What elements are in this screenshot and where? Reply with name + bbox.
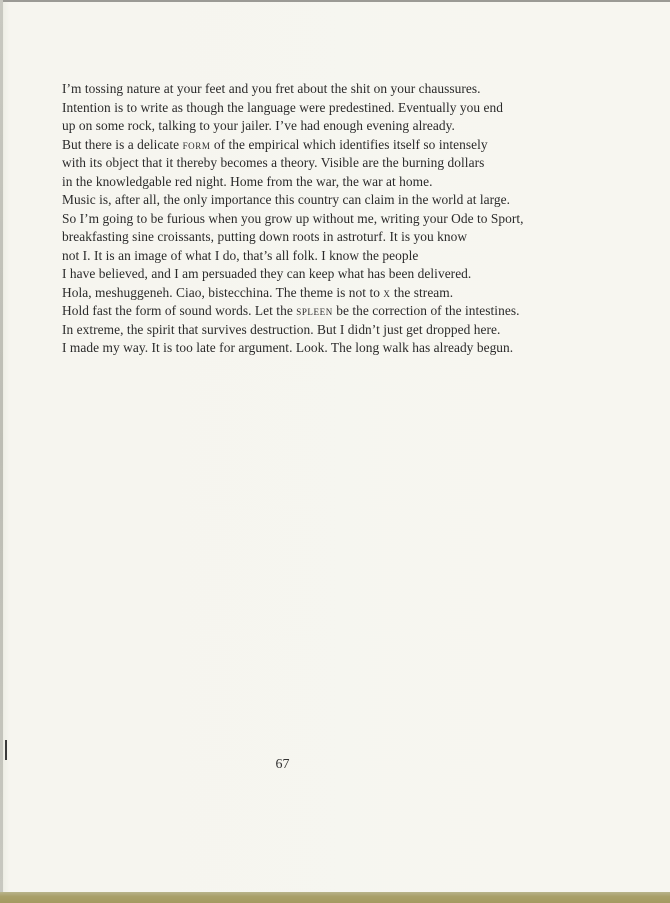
poem-text [62, 80, 662, 358]
poem-line [62, 191, 662, 210]
poem-line [62, 173, 662, 192]
line-text: of the empirical which identifies itself so intensely [210, 136, 488, 152]
line-text: In extreme, the spirit that survives destruction. But I didn’t just get dropped here. [62, 321, 501, 337]
cover-edge [0, 892, 670, 903]
line-text: Hold fast the form of sound words. Let the [62, 303, 297, 318]
line-text: breakfasting sine croissants, putting down roots in astroturf. It is you know [62, 229, 468, 244]
line-text: I made my way. It is too late for argument. Look. The long walk has already begun. [62, 340, 514, 355]
page-top-edge [0, 0, 670, 2]
poem-line [62, 247, 662, 266]
line-text: But there is a delicate [62, 136, 183, 152]
poem-line [62, 154, 662, 173]
line-text: with its object that it thereby becomes a theory. Visible are the burning dollars [62, 155, 485, 170]
line-text: Hola, meshuggeneh. Ciao, bistecchina. The theme is not to [62, 284, 384, 300]
poem-line [62, 321, 662, 340]
line-text: not I. It is an image of what I do, that’s all folk. I know the people [62, 247, 419, 263]
line-text: I’m tossing nature at your feet and you fret about the shit on your chaussures. [62, 81, 481, 96]
poem-line [62, 284, 662, 303]
line-text: I have believed, and I am persuaded they can keep what has been delivered. [62, 266, 472, 281]
poem-line [62, 136, 662, 155]
poem-line [62, 228, 662, 247]
poem-line [62, 210, 662, 229]
small-caps-word: form [182, 136, 211, 152]
small-caps-word: spleen [296, 303, 333, 318]
poem-line [62, 99, 662, 118]
poem-line [62, 302, 662, 321]
poem-line [62, 80, 662, 99]
line-text: So I’m going to be furious when you grow up without me, writing your Ode to Sport, [62, 210, 524, 226]
line-text: Intention is to write as though the language were predestined. Eventually you end [62, 99, 503, 115]
page-number: 67 [275, 757, 290, 772]
line-text: in the knowledgable red night. Home from the war, the war at home. [62, 173, 433, 189]
poem-line [62, 117, 662, 136]
small-caps-word: x [383, 284, 391, 300]
line-text: the stream. [390, 284, 454, 300]
line-text: Music is, after all, the only importance this country can claim in the world at large. [62, 192, 511, 207]
line-text: be the correction of the intestines. [332, 303, 520, 318]
poem-line [62, 265, 662, 284]
line-text: up on some rock, talking to your jailer. I’ve had enough evening already. [62, 118, 455, 133]
poem-line [62, 339, 662, 358]
